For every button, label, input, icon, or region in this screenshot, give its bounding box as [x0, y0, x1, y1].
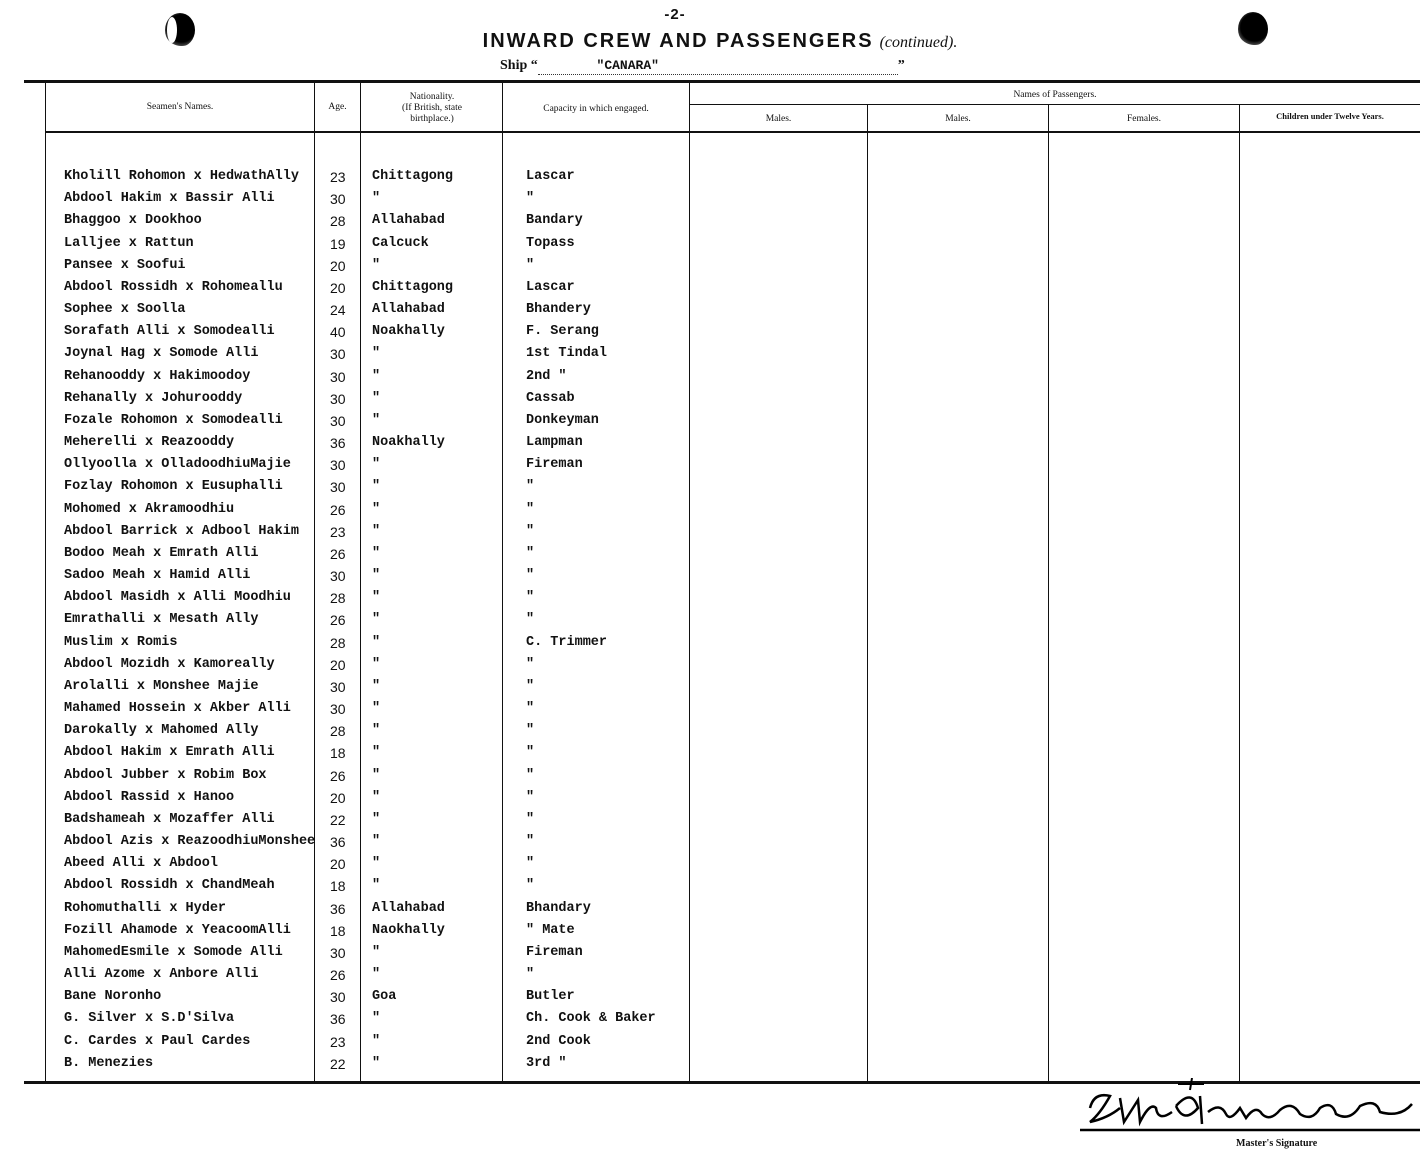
- crew-age: 19: [330, 235, 346, 252]
- crew-capacity: ": [526, 767, 535, 783]
- crew-name: Rehanally x Johurooddy: [64, 390, 243, 406]
- header-seamen-names: Seamen's Names.: [146, 102, 214, 112]
- crew-name: Abdool Jubber x Robim Box: [64, 767, 267, 783]
- crew-name: Pansee x Soofui: [64, 257, 186, 273]
- crew-nationality: ": [372, 944, 381, 960]
- crew-age: 20: [330, 789, 346, 806]
- table-row: [0, 787, 1424, 809]
- crew-nationality: ": [372, 701, 381, 717]
- crew-age: 26: [330, 545, 346, 562]
- table-row: [0, 299, 1424, 321]
- table-row: [0, 587, 1424, 609]
- crew-nationality: ": [372, 590, 381, 606]
- crew-age: 26: [330, 767, 346, 784]
- crew-capacity: ": [526, 545, 535, 561]
- ship-name: "CANARA": [596, 58, 659, 73]
- crew-age: 23: [330, 523, 346, 540]
- crew-nationality: Allahabad: [372, 302, 445, 318]
- crew-nationality: ": [372, 789, 381, 805]
- table-row: [0, 432, 1424, 454]
- header-capacity: Capacity in which engaged.: [543, 104, 649, 114]
- crew-age: 30: [330, 191, 346, 208]
- crew-capacity: Lascar: [526, 169, 575, 184]
- header-nationality: [362, 92, 502, 125]
- crew-age: 20: [330, 257, 346, 274]
- crew-age: 30: [330, 457, 346, 474]
- table-row: [0, 632, 1424, 654]
- crew-nationality: ": [372, 479, 381, 495]
- crew-age: 36: [330, 435, 346, 452]
- crew-capacity: Lascar: [526, 279, 575, 295]
- crew-age: 20: [330, 656, 346, 673]
- crew-nationality: ": [372, 1011, 381, 1027]
- ship-line: Ship “ "CANARA" ”: [500, 58, 905, 73]
- crew-age: 28: [330, 590, 346, 607]
- crew-capacity: ": [526, 257, 535, 273]
- table-row: [0, 233, 1424, 255]
- crew-nationality: ": [372, 967, 381, 983]
- table-row: [0, 609, 1424, 631]
- crew-nationality: ": [372, 501, 381, 517]
- crew-capacity: Bhandary: [526, 900, 591, 916]
- table-row: [0, 698, 1424, 720]
- table-row: [0, 942, 1424, 964]
- header-age: Age.: [328, 102, 347, 112]
- table-row: [0, 565, 1424, 587]
- crew-nationality: ": [372, 856, 381, 872]
- crew-name: Fozill Ahamode x YeacoomAlli: [64, 922, 291, 938]
- crew-name: Joynal Hag x Somode Alli: [64, 346, 259, 362]
- crew-capacity: C. Trimmer: [526, 634, 608, 650]
- crew-name: Rehanooddy x Hakimoodoy: [64, 368, 251, 384]
- crew-name: Abdool Azis x ReazoodhiuMonshee: [64, 834, 316, 850]
- crew-nationality: Naokhally: [372, 922, 445, 938]
- crew-capacity: 2nd Cook: [526, 1033, 591, 1049]
- header-males-2: Males.: [945, 114, 971, 124]
- crew-capacity: Topass: [526, 235, 575, 251]
- crew-capacity: Donkeyman: [526, 412, 599, 428]
- passenger-subheader-rule: [690, 104, 1420, 105]
- table-row: [0, 720, 1424, 742]
- table-row: [0, 742, 1424, 764]
- table-row: [0, 521, 1424, 543]
- crew-age: 22: [330, 1055, 346, 1072]
- crew-capacity: 1st Tindal: [526, 346, 608, 362]
- crew-name: Alli Azome x Anbore Alli: [64, 967, 259, 983]
- crew-capacity: ": [526, 878, 535, 894]
- crew-nationality: ": [372, 457, 381, 473]
- crew-name: Sophee x Soolla: [64, 302, 186, 318]
- crew-age: 26: [330, 967, 346, 984]
- crew-age: 36: [330, 834, 346, 851]
- crew-age: 36: [330, 1011, 346, 1028]
- crew-capacity: F. Serang: [526, 324, 599, 340]
- crew-name: Bane Noronho: [64, 989, 162, 1005]
- table-row: [0, 853, 1424, 875]
- table-row: [0, 654, 1424, 676]
- crew-age: 30: [330, 368, 346, 385]
- crew-capacity: Ch. Cook & Baker: [526, 1011, 656, 1027]
- crew-age: 30: [330, 989, 346, 1006]
- header-passengers: Names of Passengers.: [1013, 90, 1097, 100]
- crew-capacity: ": [526, 523, 535, 539]
- title-suffix: (continued).: [879, 34, 958, 51]
- crew-name: Bhaggoo x Dookhoo: [64, 213, 202, 229]
- crew-name: Sorafath Alli x Somodealli: [64, 324, 275, 340]
- crew-nationality: Chittagong: [372, 169, 454, 184]
- table-row: [0, 920, 1424, 942]
- table-row: [0, 410, 1424, 432]
- crew-name: Ollyoolla x OlladoodhiuMajie: [64, 457, 291, 473]
- crew-age: 30: [330, 412, 346, 429]
- crew-age: 18: [330, 922, 346, 939]
- crew-name: Abdool Barrick x Adbool Hakim: [64, 523, 299, 539]
- page-number: -2-: [664, 6, 686, 23]
- crew-capacity: ": [526, 612, 535, 628]
- title-text: INWARD CREW AND PASSENGERS: [482, 30, 874, 52]
- crew-capacity: ": [526, 834, 535, 850]
- crew-nationality: ": [372, 678, 381, 694]
- table-row: [0, 255, 1424, 277]
- crew-nationality: Allahabad: [372, 900, 445, 916]
- crew-age: 36: [330, 900, 346, 917]
- crew-name: Abeed Alli x Abdool: [64, 856, 218, 872]
- crew-age: 30: [330, 390, 346, 407]
- punch-hole-left: [165, 13, 195, 47]
- crew-name: Fozlay Rohomon x Eusuphalli: [64, 479, 283, 495]
- header-males-1: Males.: [765, 114, 792, 124]
- crew-capacity: ": [526, 967, 535, 983]
- table-row: [0, 366, 1424, 388]
- crew-name: Darokally x Mahomed Ally: [64, 723, 259, 739]
- crew-name: Abdool Rossidh x Rohomeallu: [64, 279, 283, 295]
- crew-capacity: ": [526, 479, 535, 495]
- crew-capacity: Lampman: [526, 435, 583, 451]
- crew-age: 30: [330, 701, 346, 718]
- table-row: [0, 765, 1424, 787]
- crew-nationality: ": [372, 723, 381, 739]
- crew-nationality: ": [372, 545, 381, 561]
- crew-name: G. Silver x S.D'Silva: [64, 1011, 235, 1027]
- crew-nationality: ": [372, 368, 381, 384]
- master-signature-image: [1080, 1078, 1420, 1138]
- crew-name: Abdool Hakim x Bassir Alli: [64, 191, 275, 207]
- crew-nationality: ": [372, 568, 381, 584]
- table-row: [0, 1008, 1424, 1030]
- table-row: [0, 499, 1424, 521]
- crew-nationality: ": [372, 656, 381, 672]
- crew-nationality: Noakhally: [372, 324, 445, 340]
- crew-age: 23: [330, 1033, 346, 1050]
- table-row: [0, 277, 1424, 299]
- ship-label: Ship: [500, 58, 528, 73]
- crew-nationality: ": [372, 1055, 381, 1071]
- crew-name: Sadoo Meah x Hamid Alli: [64, 568, 251, 584]
- crew-capacity: ": [526, 789, 535, 805]
- crew-age: 22: [330, 811, 346, 828]
- crew-capacity: Fireman: [526, 457, 583, 473]
- crew-nationality: ": [372, 1033, 381, 1049]
- table-row: [0, 188, 1424, 210]
- table-row: [0, 986, 1424, 1008]
- crew-name: Kholill Rohomon x HedwathAlly: [64, 169, 299, 184]
- table-row: [0, 831, 1424, 853]
- crew-nationality: Noakhally: [372, 435, 445, 451]
- crew-capacity: ": [526, 678, 535, 694]
- crew-name: Fozale Rohomon x Somodealli: [64, 412, 283, 428]
- table-row: [0, 1031, 1424, 1053]
- crew-nationality: Allahabad: [372, 213, 445, 229]
- signature-label: Master's Signature: [1236, 1138, 1318, 1149]
- crew-age: 30: [330, 568, 346, 585]
- crew-age: 40: [330, 324, 346, 341]
- table-row: [0, 210, 1424, 232]
- crew-name: Abdool Masidh x Alli Moodhiu: [64, 590, 291, 606]
- crew-age: 30: [330, 479, 346, 496]
- crew-name: Abdool Hakim x Emrath Alli: [64, 745, 275, 761]
- crew-nationality: ": [372, 412, 381, 428]
- crew-age: 26: [330, 501, 346, 518]
- crew-name: Rohomuthalli x Hyder: [64, 900, 227, 916]
- table-row: [0, 166, 1424, 188]
- crew-age: 26: [330, 612, 346, 629]
- crew-nationality: Chittagong: [372, 279, 454, 295]
- crew-capacity: ": [526, 745, 535, 761]
- crew-name: Emrathalli x Mesath Ally: [64, 612, 259, 628]
- crew-name: Lalljee x Rattun: [64, 235, 194, 251]
- crew-nationality: ": [372, 257, 381, 273]
- table-row: [0, 809, 1424, 831]
- crew-capacity: ": [526, 856, 535, 872]
- table-row: [0, 898, 1424, 920]
- crew-age: 24: [330, 302, 346, 319]
- crew-age: 28: [330, 723, 346, 740]
- crew-nationality: Calcuck: [372, 235, 429, 251]
- crew-name: Mahamed Hossein x Akber Alli: [64, 701, 291, 717]
- punch-hole-right: [1238, 12, 1268, 46]
- crew-name: Abdool Mozidh x Kamoreally: [64, 656, 275, 672]
- crew-age: 28: [330, 213, 346, 230]
- crew-capacity: 3rd ": [526, 1055, 567, 1071]
- crew-nationality: ": [372, 834, 381, 850]
- page-title: [420, 30, 1020, 53]
- crew-name: Mohomed x Akramoodhiu: [64, 501, 235, 517]
- crew-capacity: " Mate: [526, 922, 575, 938]
- crew-nationality: ": [372, 612, 381, 628]
- crew-name: MahomedEsmile x Somode Alli: [64, 944, 283, 960]
- nationality-note: (If British, state birthplace.): [402, 103, 462, 124]
- crew-age: 30: [330, 944, 346, 961]
- crew-capacity: ": [526, 501, 535, 517]
- crew-capacity: Bhandery: [526, 302, 591, 318]
- crew-capacity: Bandary: [526, 213, 583, 229]
- crew-nationality: ": [372, 523, 381, 539]
- crew-nationality: ": [372, 878, 381, 894]
- crew-name: Badshameah x Mozaffer Alli: [64, 811, 275, 827]
- crew-capacity: ": [526, 811, 535, 827]
- crew-name: Meherelli x Reazooddy: [64, 435, 235, 451]
- table-row: [0, 1053, 1424, 1075]
- crew-name: Muslim x Romis: [64, 634, 178, 650]
- header-children: Children under Twelve Years.: [1276, 111, 1384, 121]
- crew-name: Abdool Rassid x Hanoo: [64, 789, 235, 805]
- crew-age: 30: [330, 678, 346, 695]
- table-row: [0, 454, 1424, 476]
- crew-capacity: ": [526, 191, 535, 207]
- table-row: [0, 476, 1424, 498]
- crew-nationality: ": [372, 390, 381, 406]
- crew-capacity: ": [526, 701, 535, 717]
- crew-name: Arolalli x Monshee Majie: [64, 678, 259, 694]
- crew-name: Bodoo Meah x Emrath Alli: [64, 545, 259, 561]
- crew-nationality: ": [372, 346, 381, 362]
- crew-capacity: ": [526, 568, 535, 584]
- nationality-label: Nationality.: [409, 92, 455, 102]
- top-rule: [24, 80, 1420, 83]
- crew-capacity: ": [526, 723, 535, 739]
- table-row: [0, 343, 1424, 365]
- crew-age: 20: [330, 279, 346, 296]
- crew-nationality: ": [372, 745, 381, 761]
- crew-nationality: ": [372, 767, 381, 783]
- crew-capacity: Cassab: [526, 390, 575, 406]
- crew-nationality: ": [372, 634, 381, 650]
- table-row: [0, 964, 1424, 986]
- crew-name: Abdool Rossidh x ChandMeah: [64, 878, 275, 894]
- table-row: [0, 875, 1424, 897]
- header-rule: [46, 131, 1420, 133]
- crew-capacity: ": [526, 656, 535, 672]
- crew-capacity: Butler: [526, 989, 575, 1005]
- crew-capacity: Fireman: [526, 944, 583, 960]
- crew-name: B. Menezies: [64, 1055, 154, 1071]
- crew-age: 20: [330, 856, 346, 873]
- crew-age: 18: [330, 878, 346, 895]
- crew-age: 23: [330, 169, 346, 185]
- table-row: [0, 388, 1424, 410]
- crew-capacity: 2nd ": [526, 368, 567, 384]
- table-row: [0, 321, 1424, 343]
- table-row: [0, 543, 1424, 565]
- crew-nationality: ": [372, 191, 381, 207]
- crew-capacity: ": [526, 590, 535, 606]
- crew-nationality: Goa: [372, 989, 397, 1005]
- table-row: [0, 676, 1424, 698]
- crew-age: 18: [330, 745, 346, 762]
- crew-age: 28: [330, 634, 346, 651]
- crew-age: 30: [330, 346, 346, 363]
- crew-nationality: ": [372, 811, 381, 827]
- header-females: Females.: [1126, 114, 1162, 124]
- crew-name: C. Cardes x Paul Cardes: [64, 1033, 251, 1049]
